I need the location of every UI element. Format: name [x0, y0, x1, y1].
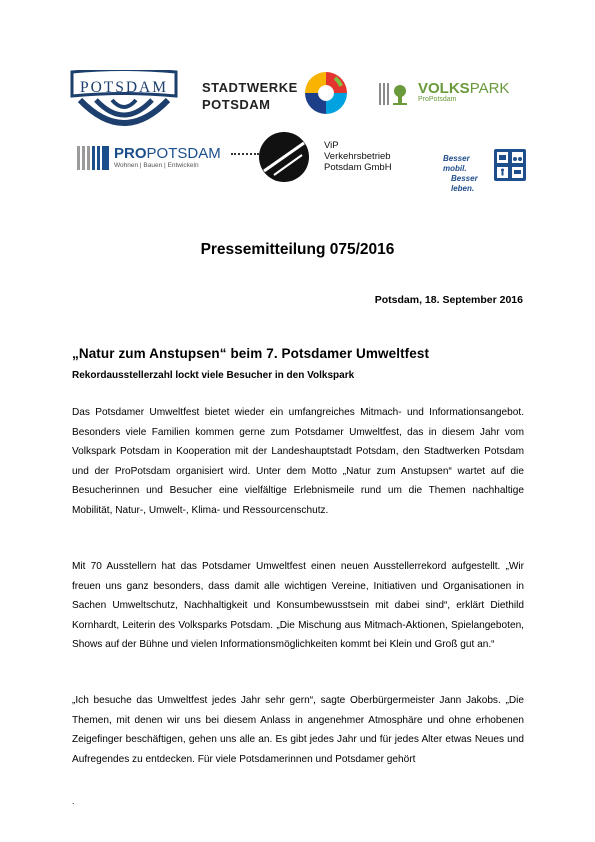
transport-modes-icon — [494, 149, 526, 181]
volkspark-name-a: VOLKS — [418, 80, 470, 97]
vip-name-line3: Potsdam GmbH — [324, 162, 392, 173]
vip-name: ViP — [324, 140, 339, 151]
vip-name-line2: Verkehrsbetrieb — [324, 151, 391, 162]
paragraph-text: „Ich besuche das Umweltfest jedes Jahr sehr gern“, sagte Oberbürgermeister Jann Jakobs. „Die Themen, mit denen wir uns bei diesem Anlass in angenehmer Atmosphäre und ohne erhobenen Zeigefinger beschäftigen, gehen uns alle an. Es gibt jedes Jahr und für jedes Alter etwas Neues und Aufregendes zu entdecken. Für viele Potsdamerinnen und Potsdamer gehört — [72, 695, 524, 765]
press-release-title: Pressemitteilung 075/2016 — [200, 241, 395, 258]
footer-mark: . — [72, 796, 75, 806]
propotsdam-subtitle: Wohnen | Bauen | Entwickeln — [114, 162, 199, 169]
propotsdam-icon — [76, 145, 110, 171]
besser-line2: Besser leben. — [451, 174, 478, 193]
body-paragraph-2 — [72, 557, 524, 655]
besser-slogan — [443, 154, 495, 194]
potsdam-logo-text: POTSDAM — [79, 79, 169, 96]
potsdam-logo — [66, 70, 182, 138]
dateline: Potsdam, 18. September 2016 — [374, 294, 523, 306]
subheadline: Rekordausstellerzahl lockt viele Besucher in den Volkspark — [72, 370, 355, 381]
vip-logo — [324, 140, 424, 180]
stadtwerke-name-line1: STADTWERKE — [202, 80, 298, 95]
volkspark-name-b: PARK — [469, 80, 510, 97]
body-paragraph-3 — [72, 691, 524, 769]
propotsdam-name-b: POTSDAM — [146, 145, 221, 162]
headline: „Natur zum Anstupsen“ beim 7. Potsdamer Umweltfest — [72, 346, 430, 361]
volkspark-subtitle: ProPotsdam — [418, 96, 457, 103]
logo-header — [0, 0, 595, 195]
stadtwerke-name-line2: POTSDAM — [202, 97, 271, 112]
propotsdam-logo — [114, 145, 234, 175]
body-paragraph-1 — [72, 403, 524, 521]
paragraph-text: Mit 70 Ausstellern hat das Potsdamer Umweltfest einen neuen Ausstellerrekord aufgestellt. „Wir freuen uns ganz besonders, dass damit alle wichtigen Vereine, Initiativen und Organisationen in Sachen Umweltschutz, Nachhaltigkeit und Konsumbewusstsein mit dabei sind“, erklärt Diethild Kornhardt, Leiterin des Volksparks Potsdam. „Die Mischung aus Mitmach-Aktionen, Spielangeboten, Shows auf der Bühne und vielen Informationsmöglichkeiten kommt bei Klein und Groß gut an.“ — [72, 561, 524, 651]
volkspark-icon — [378, 81, 410, 107]
vip-icon — [258, 131, 310, 183]
connector-dots — [231, 153, 259, 155]
volkspark-logo — [418, 80, 518, 110]
paragraph-text: Das Potsdamer Umweltfest bietet wieder ein umfangreiches Mitmach- und Informationsangebot. Besonders viele Familien kommen gerne zum Potsdamer Umweltfest, das in diesem Jahr vom Volkspark Potsdam in Kooperation mit der Landeshauptstadt Potsdam, den Stadtwerken Potsdam und der ProPotsdam organisiert wird. Unter dem Motto „Natur zum Anstupsen“ wartet auf die Besucherinnen und Besucher eine vielfältige Erlebnismeile rund um die Themen nachhaltige Mobilität, Natur-, Umwelt-, Klima- und Ressourcenschutz. — [72, 407, 524, 516]
besser-line1: Besser mobil. — [443, 154, 470, 173]
stadtwerke-swirl-icon — [302, 69, 350, 117]
propotsdam-name-a: PRO — [114, 145, 147, 162]
